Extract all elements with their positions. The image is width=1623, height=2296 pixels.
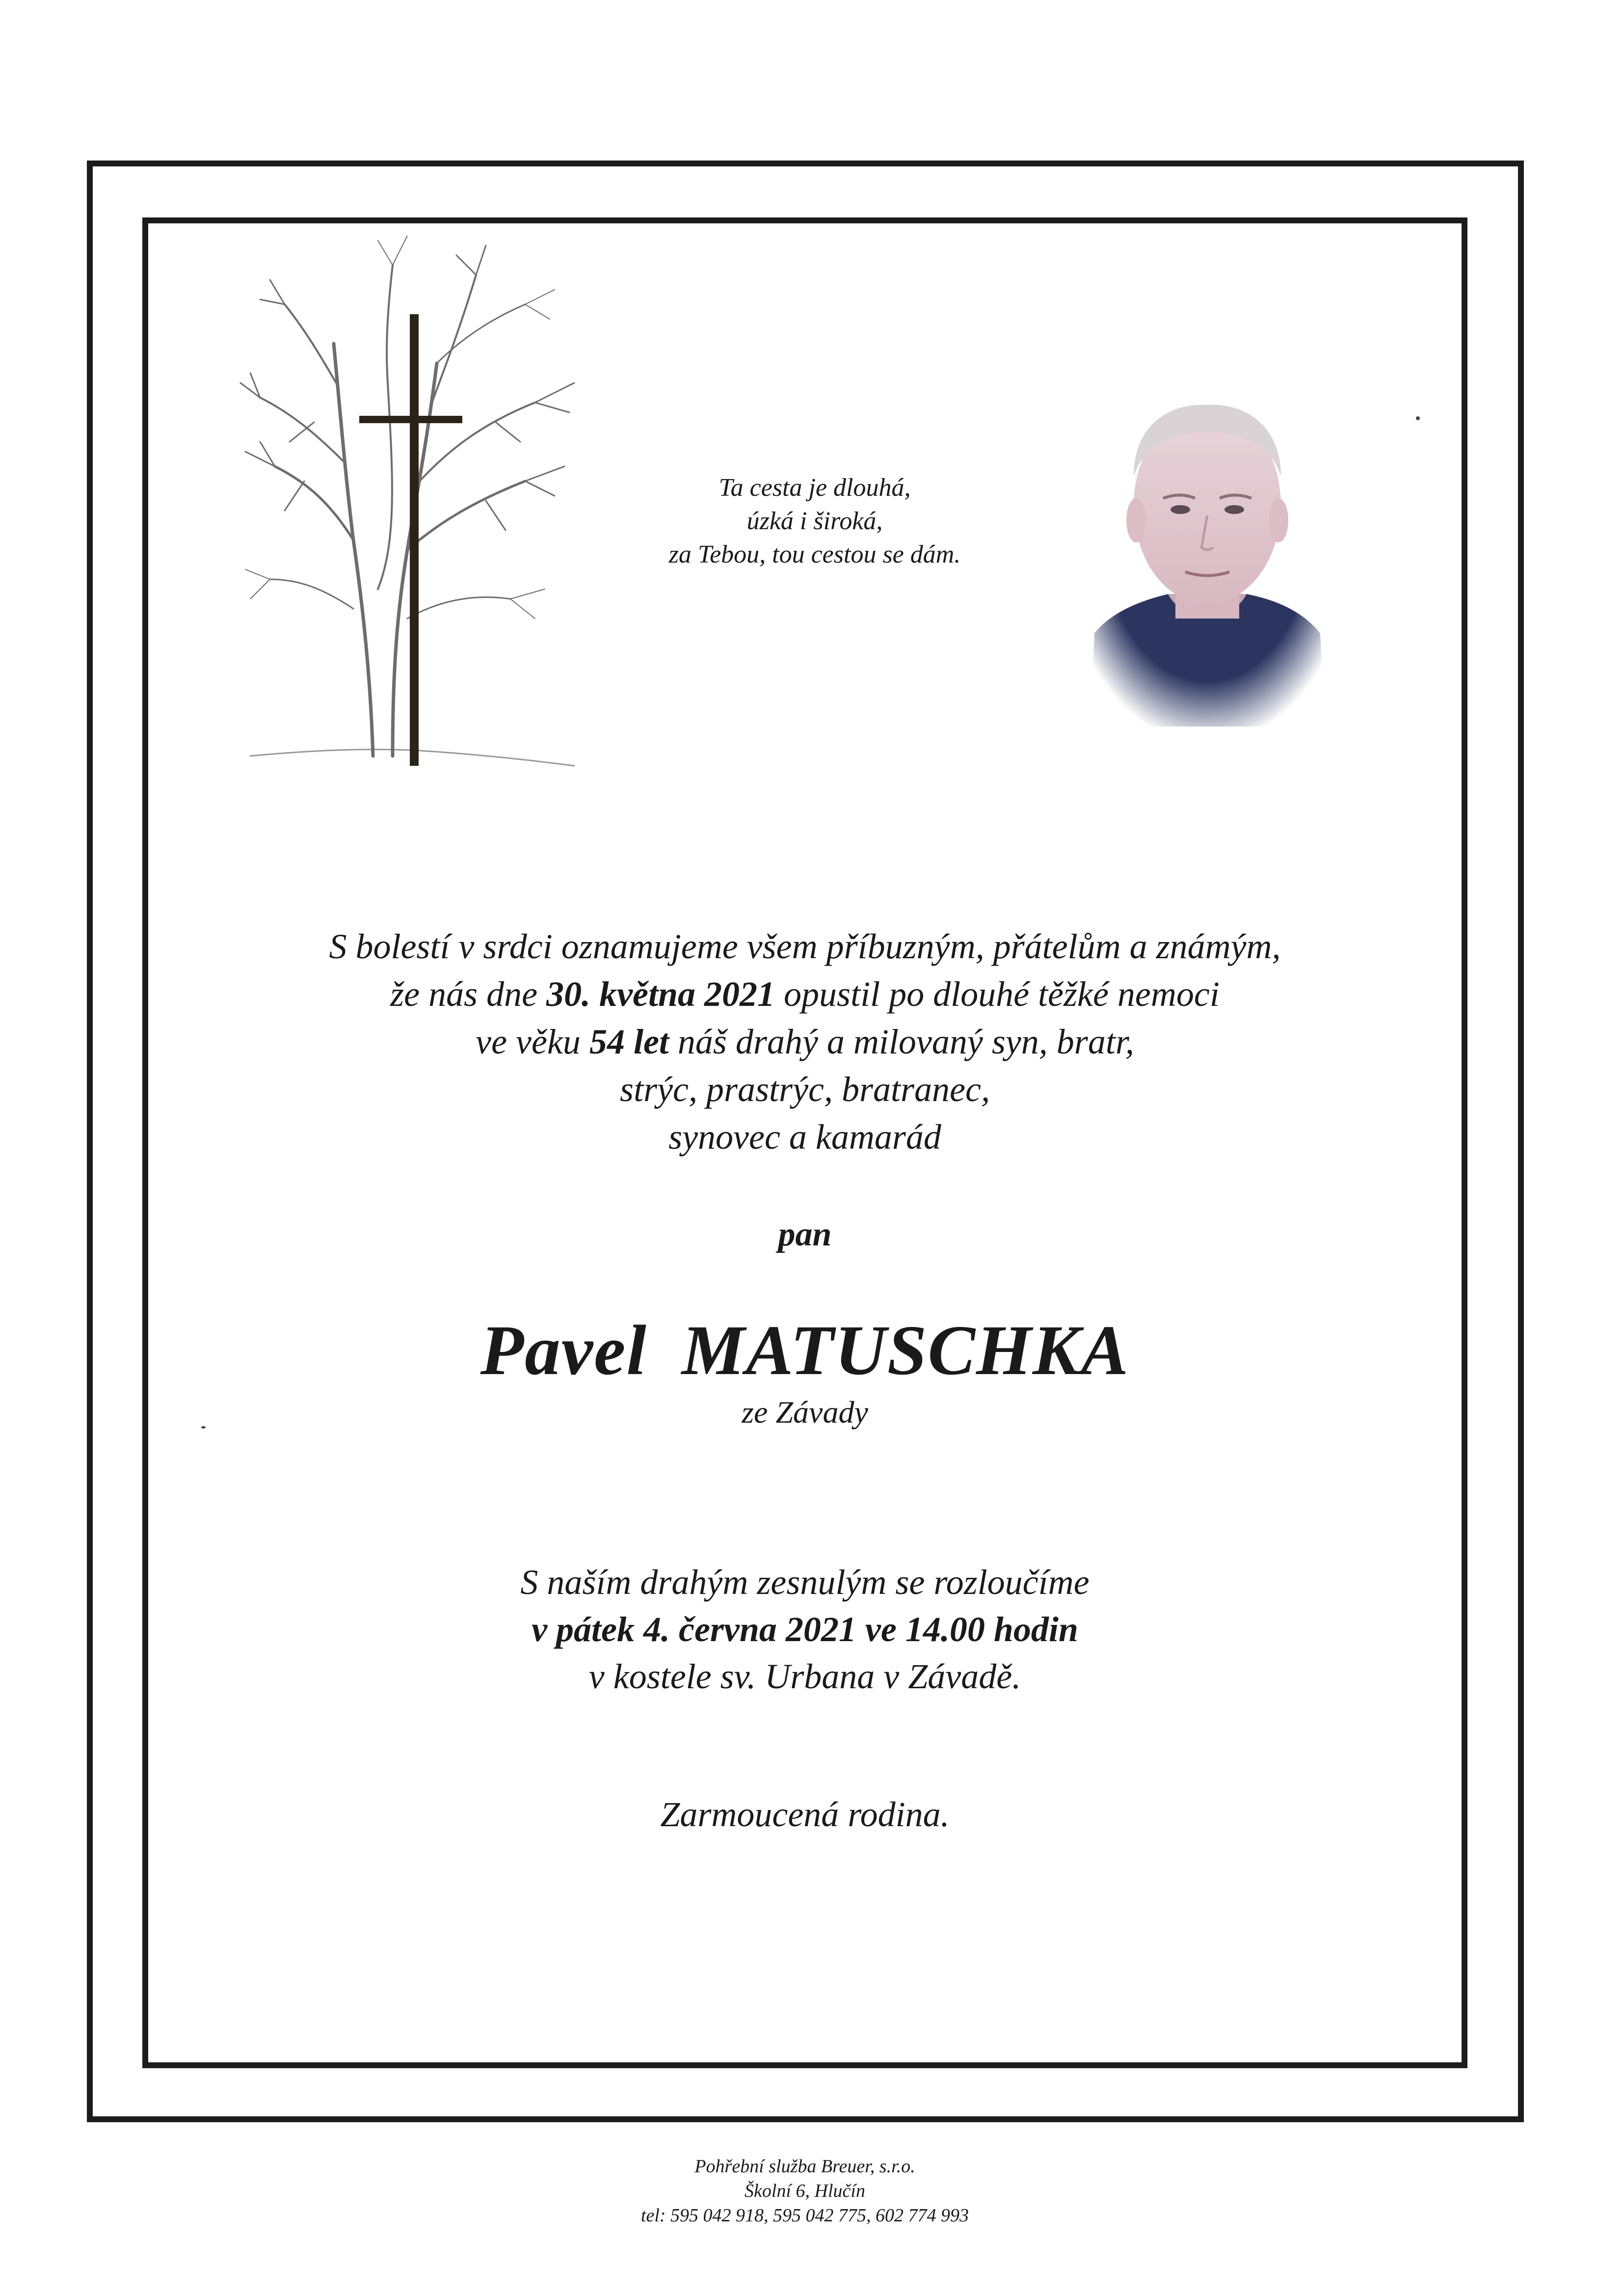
poem (628, 471, 1001, 571)
farewell-datetime-text: v pátek 4. června 2021 ve 14.00 hodin (532, 1610, 1078, 1649)
farewell (147, 1559, 1463, 1700)
poem-line: úzká i široká, (746, 507, 883, 535)
farewell-datetime (147, 1606, 1463, 1653)
announcement-text: že nás dne (390, 974, 547, 1014)
announcement-text: náš drahý a milovaný syn, bratr, (668, 1022, 1134, 1061)
announcement-text: ve věku (476, 1022, 589, 1061)
announcement-line (147, 971, 1463, 1018)
farewell-place: v kostele sv. Urbana v Závadě. (588, 1657, 1021, 1696)
scan-speck (201, 1426, 206, 1429)
portrait-photo (1085, 378, 1330, 727)
death-date: 30. května 2021 (546, 974, 775, 1014)
origin: ze Závady (742, 1395, 868, 1430)
announcement-line: S bolestí v srdci oznamujeme všem příbuzným, přátelům a známým, (329, 927, 1281, 966)
footer (147, 2154, 1463, 2228)
footer-phones: tel: 595 042 918, 595 042 775, 602 774 993 (640, 2205, 969, 2226)
announcement-text: opustil po dlouhé těžké nemoci (775, 974, 1220, 1014)
first-name: Pavel (480, 1311, 647, 1390)
announcement-line: strýc, prastrýc, bratranec, (620, 1070, 990, 1109)
farewell-line: S naším drahým zesnulým se rozloučíme (520, 1563, 1090, 1602)
poem-line: za Tebou, tou cestou se dám. (668, 540, 961, 568)
announcement-line: synovec a kamarád (668, 1117, 941, 1157)
deceased-name (147, 1310, 1463, 1391)
last-name: MATUSCHKA (681, 1311, 1130, 1390)
footer-address: Školní 6, Hlučín (745, 2181, 865, 2201)
scan-speck (1416, 416, 1420, 420)
announcement (147, 923, 1463, 1161)
age: 54 let (589, 1022, 669, 1061)
announcement-line (147, 1018, 1463, 1066)
poem-line: Ta cesta je dlouhá, (718, 474, 911, 502)
footer-company: Pohřební služba Breuer, s.r.o. (694, 2156, 915, 2177)
signoff: Zarmoucená rodina. (660, 1795, 950, 1834)
bare-tree-icon (231, 236, 613, 785)
title-pan: pan (778, 1216, 832, 1253)
